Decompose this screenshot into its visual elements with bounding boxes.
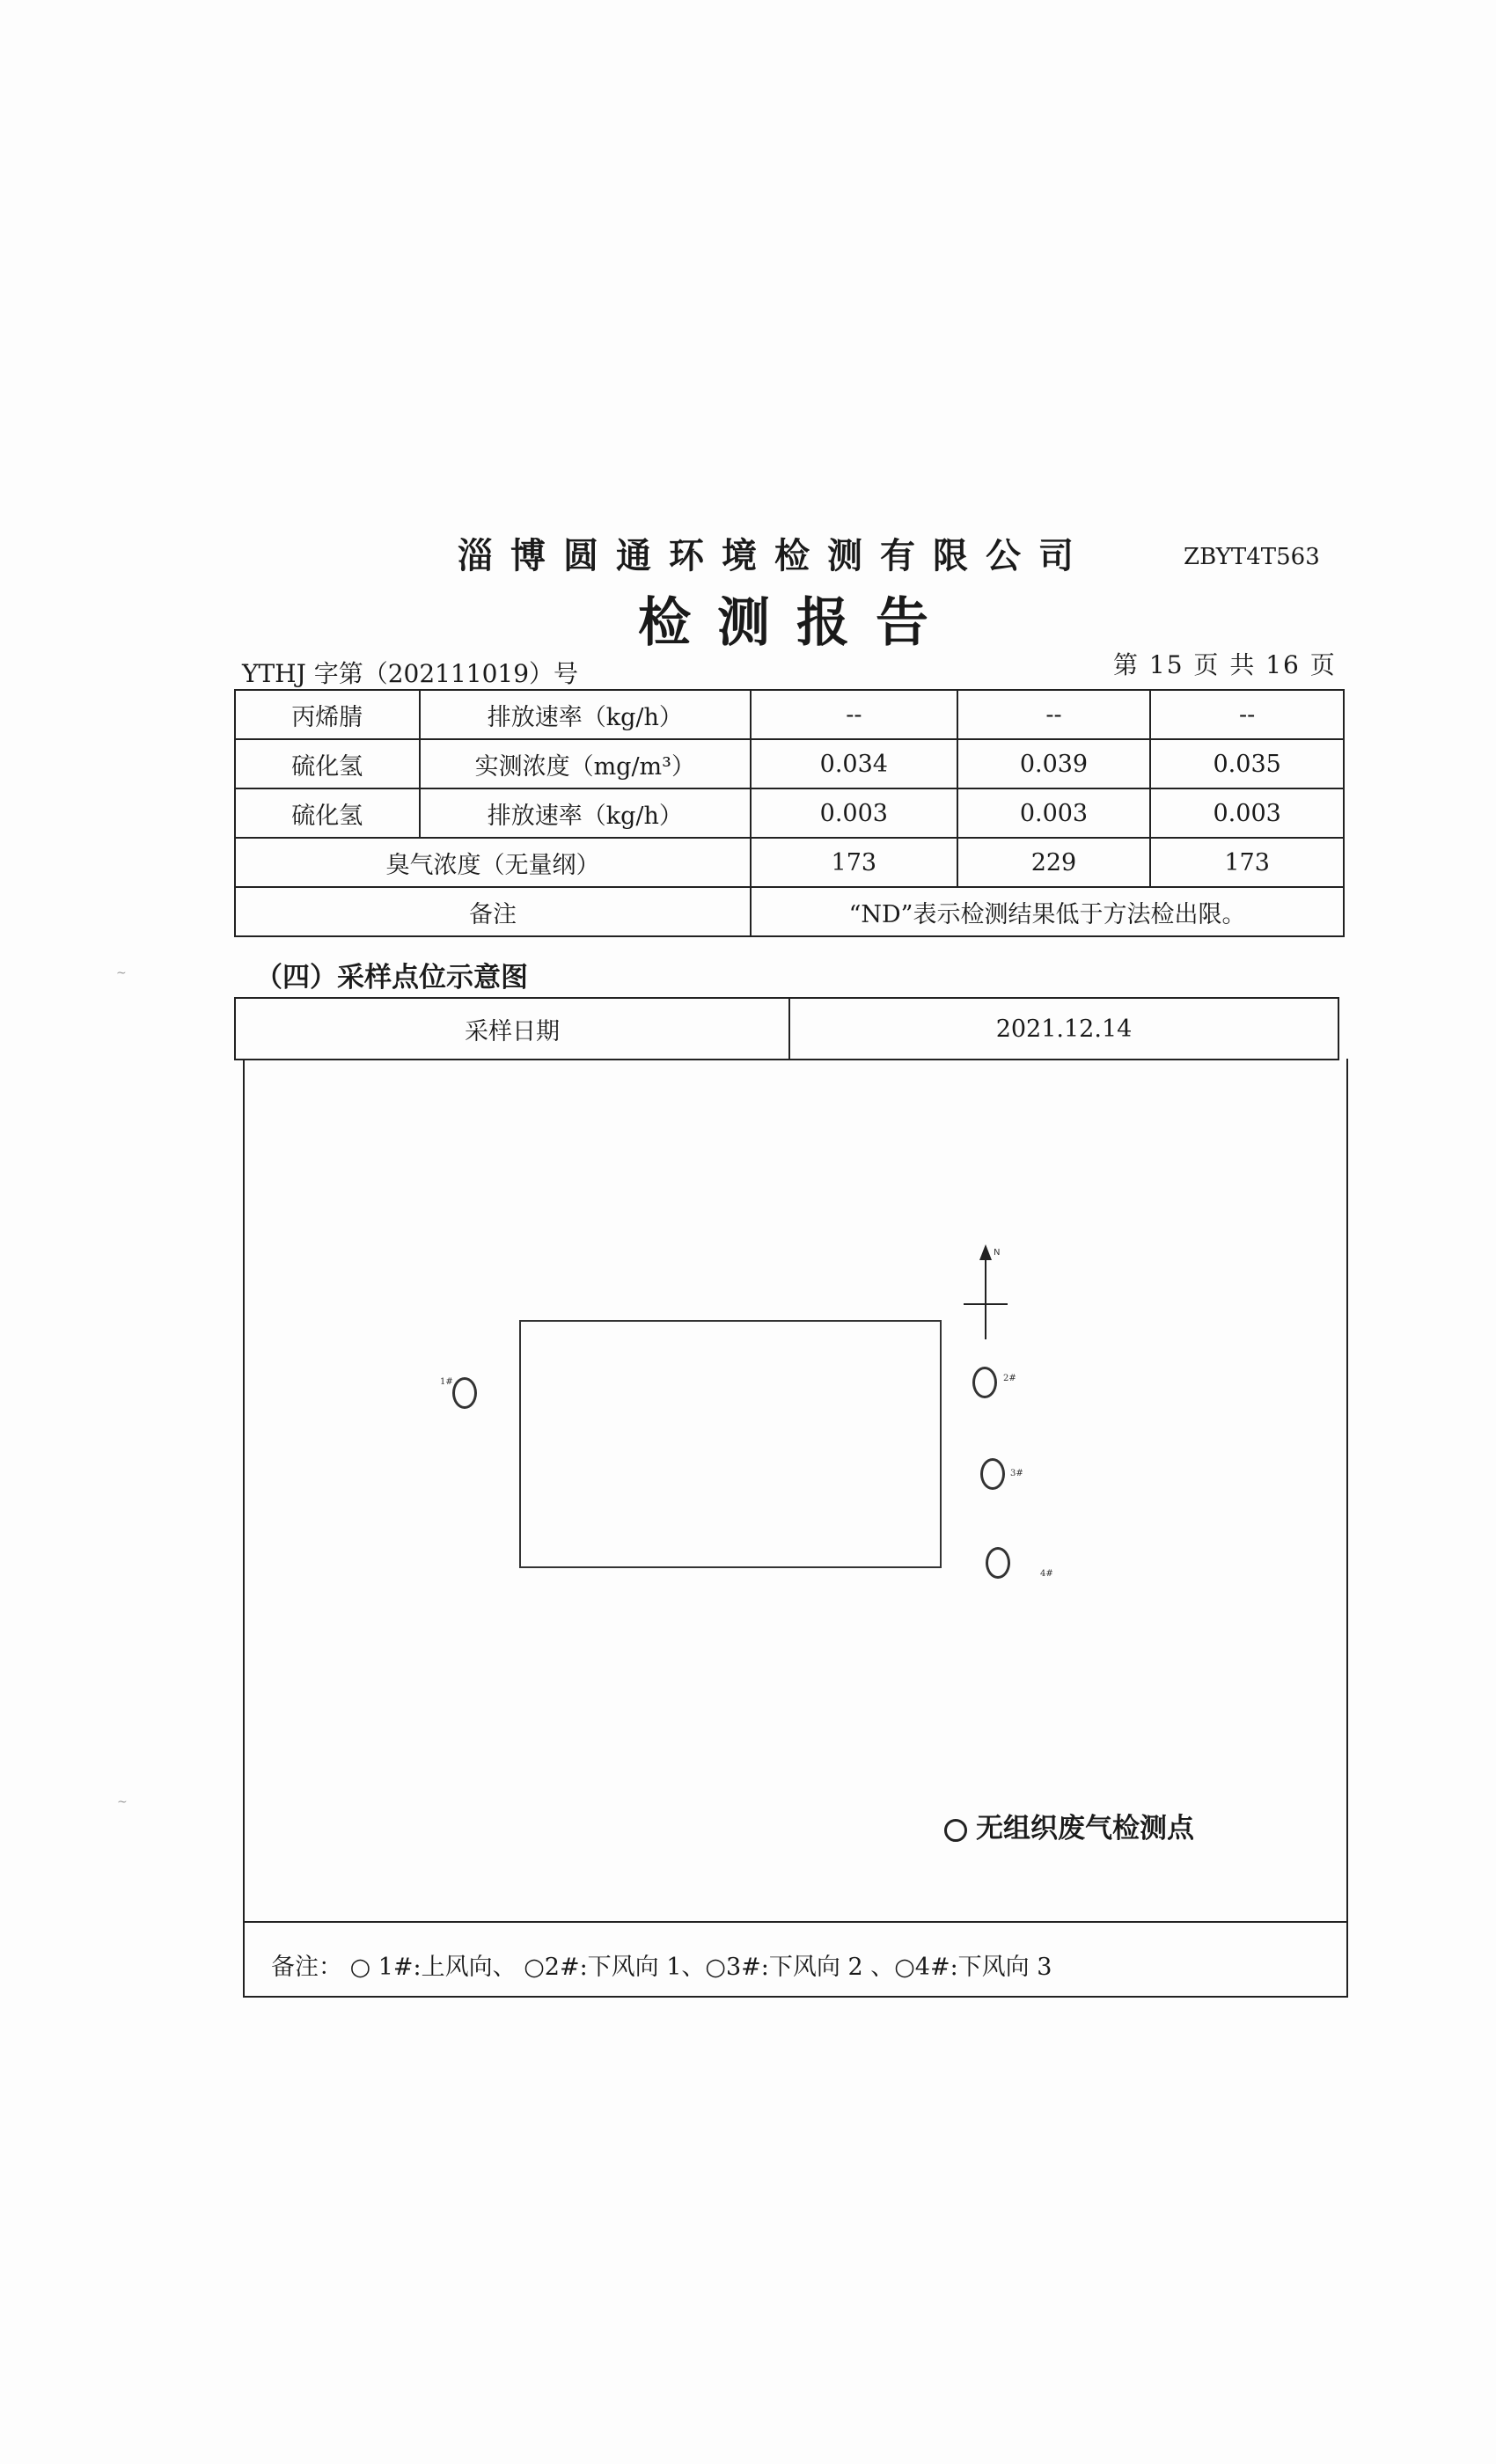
value-cell: 173 [1150, 838, 1344, 887]
value-cell: -- [957, 690, 1151, 739]
value-cell: 0.039 [957, 739, 1151, 788]
sampling-point-3-icon [980, 1458, 1005, 1490]
remark-label: 备注 [235, 887, 751, 936]
value-cell: 0.003 [957, 788, 1151, 838]
value-cell: 229 [957, 838, 1151, 887]
north-label: N [994, 1248, 1001, 1258]
site-outline [519, 1320, 942, 1568]
report-title: 检测报告 [638, 592, 955, 654]
value-cell: -- [1150, 690, 1344, 739]
remark-row [235, 887, 1344, 936]
document-number: YTHJ 字第（202111019）号 [242, 659, 579, 688]
param-cell: 实测浓度（mg/m³） [420, 739, 751, 788]
sampling-date-value: 2021.12.14 [995, 1015, 1133, 1043]
param-cell: 排放速率（kg/h） [420, 690, 751, 739]
table-row [235, 690, 1344, 739]
table-row [235, 739, 1344, 788]
sampling-date-label: 采样日期 [236, 999, 790, 1059]
sampling-point-2-icon [972, 1367, 997, 1398]
note-text: 备注： ○ 1#:上风向、 ○2#:下风向 1、○3#:下风向 2 、○4#:下风向 3 [271, 1954, 1052, 1981]
odor-row [235, 838, 1344, 887]
margin-mark: ~ [117, 1795, 128, 1809]
circle-icon [944, 1819, 967, 1842]
note-divider [245, 1921, 1346, 1923]
value-cell: 0.003 [751, 788, 957, 838]
point-1-label: 1# [440, 1377, 453, 1387]
legend [944, 1806, 1194, 1845]
margin-mark: ~ [116, 966, 127, 980]
value-cell: 173 [751, 838, 957, 887]
diagram-box [243, 1059, 1348, 1998]
point-2-label: 2# [1003, 1374, 1016, 1383]
section-title: （四）采样点位示意图 [255, 962, 528, 994]
legend-label: 无组织废气检测点 [976, 1813, 1194, 1844]
value-cell: 0.034 [751, 739, 957, 788]
sampling-point-1-icon [452, 1377, 477, 1409]
sampling-point-4-icon [986, 1547, 1010, 1579]
param-cell: 排放速率（kg/h） [420, 788, 751, 838]
item-cell: 硫化氢 [235, 788, 420, 838]
item-cell: 丙烯腈 [235, 690, 420, 739]
page-info: 第 15 页 共 16 页 [1113, 650, 1337, 679]
point-4-label: 4# [1040, 1569, 1053, 1579]
sampling-date-table [234, 997, 1339, 1060]
results-table [234, 689, 1345, 937]
value-cell: -- [751, 690, 957, 739]
north-arrow-icon [955, 1241, 1016, 1346]
remark-text: “ND”表示检测结果低于方法检出限。 [751, 887, 1344, 936]
company-name: 淄博圆通环境检测有限公司 [458, 535, 1091, 576]
item-cell: 硫化氢 [235, 739, 420, 788]
value-cell: 0.003 [1150, 788, 1344, 838]
point-3-label: 3# [1010, 1469, 1023, 1478]
document-code: ZBYT4T563 [1184, 544, 1320, 570]
value-cell: 0.035 [1150, 739, 1344, 788]
odor-label: 臭气浓度（无量纲） [235, 838, 751, 887]
table-row [235, 788, 1344, 838]
